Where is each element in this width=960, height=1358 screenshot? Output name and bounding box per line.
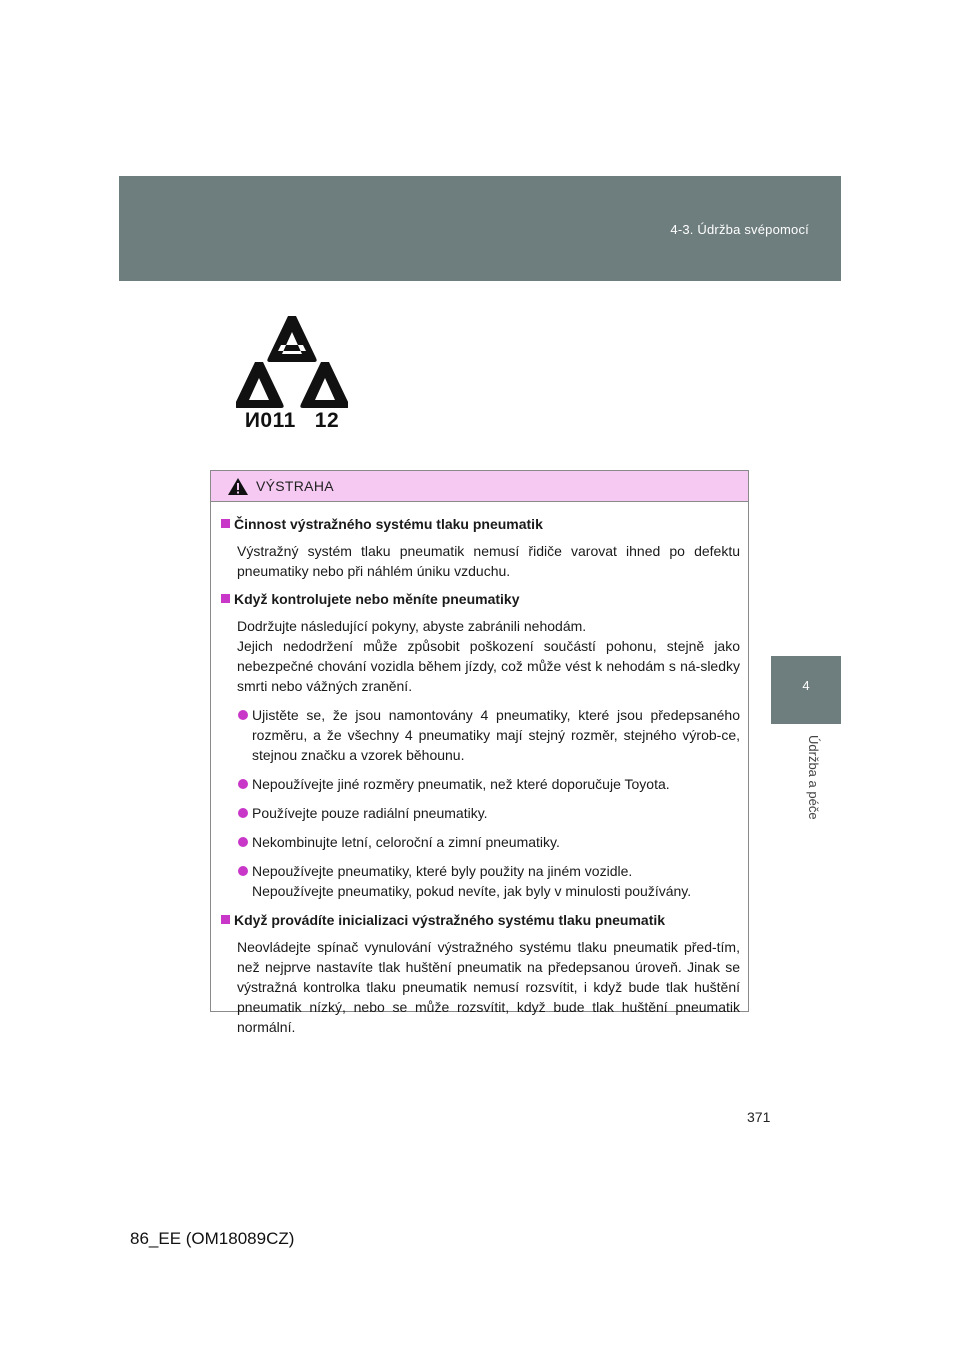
chapter-title-vertical: Údržba a péče (806, 735, 821, 820)
list-item-text: Používejte pouze radiální pneumatiky. (252, 805, 488, 821)
list-item-text: Nekombinujte letní, celoroční a zimní pneumatiky. (252, 834, 560, 850)
tire-mark-figure (236, 314, 348, 434)
list-item (238, 705, 740, 765)
round-bullet-icon (238, 808, 248, 818)
warning-header (211, 471, 748, 502)
section-heading (219, 910, 740, 930)
round-bullet-icon (238, 779, 248, 789)
header-bar (119, 176, 841, 281)
square-bullet-icon (221, 594, 230, 603)
section-heading (219, 514, 740, 534)
list-item-text: Nepoužívejte jiné rozměry pneumatik, než které doporučuje Toyota. (252, 776, 670, 792)
square-bullet-icon (221, 915, 230, 924)
warning-title: VÝSTRAHA (256, 478, 334, 494)
list-item (238, 861, 740, 901)
section-heading-text: Činnost výstražného systému tlaku pneumatik (234, 516, 543, 532)
document-code: 86_EE (OM18089CZ) (130, 1229, 295, 1248)
paragraph: Jejich nedodržení může způsobit poškození součástí pohonu, stejně jako nebezpečné chování vozidla během jízdy, což může vést k nehodám s ná-sledky smrti nebo vážných zranění. (237, 638, 740, 694)
chapter-number: 4 (802, 678, 810, 693)
list-item-line: Nepoužívejte pneumatiky, pokud nevíte, jak byly v minulosti používány. (252, 883, 692, 899)
list-item (238, 774, 740, 794)
chapter-tab (771, 656, 841, 724)
section-heading (219, 589, 740, 609)
warning-triangle-icon (227, 477, 249, 496)
section-title: 4-3. Údržba svépomocí (670, 222, 809, 237)
list-item (238, 832, 740, 852)
warning-box (210, 470, 749, 1035)
paragraph: Neovládejte spínač vynulování výstražného systému tlaku pneumatik před-tím, než nejprve nastavíte tlak huštění pneumatik na předepsanou úroveň. Jinak se výstražná kontrolka tlaku pneumatik nemusí rozsvítit, i když bude tlak huštění pneumatik nízký, nebo se může rozsvítit, když bude tlak huštění pneumatik normální. (237, 939, 740, 1035)
list-item-text: Ujistěte se, že jsou namontovány 4 pneumatiky, které jsou předepsaného rozměru, a že všechny 4 pneumatiky mají stejný rozměr, stejného výrob-ce, stejnou značku a vzorek běhounu. (252, 707, 740, 763)
paragraph: Dodržujte následující pokyny, abyste zabránili nehodám. (237, 618, 587, 634)
round-bullet-icon (238, 866, 248, 876)
warning-body (211, 502, 748, 1037)
round-bullet-icon (238, 710, 248, 720)
list-item-text (252, 861, 740, 901)
mark-code: И011 12 (244, 409, 340, 432)
square-bullet-icon (221, 519, 230, 528)
list-item (238, 803, 740, 823)
section-heading-text: Když kontrolujete nebo měníte pneumatiky (234, 591, 520, 607)
triangle-mark-icon (236, 314, 348, 410)
section-heading-text: Když provádíte inicializaci výstražného systému tlaku pneumatik (234, 912, 666, 928)
paragraph: Výstražný systém tlaku pneumatik nemusí řidiče varovat ihned po defektu pneumatiky nebo při náhlém úniku vzduchu. (237, 543, 740, 579)
page-number: 371 (747, 1109, 771, 1125)
round-bullet-icon (238, 837, 248, 847)
list-item-line: Nepoužívejte pneumatiky, které byly použity na jiném vozidle. (252, 863, 633, 879)
